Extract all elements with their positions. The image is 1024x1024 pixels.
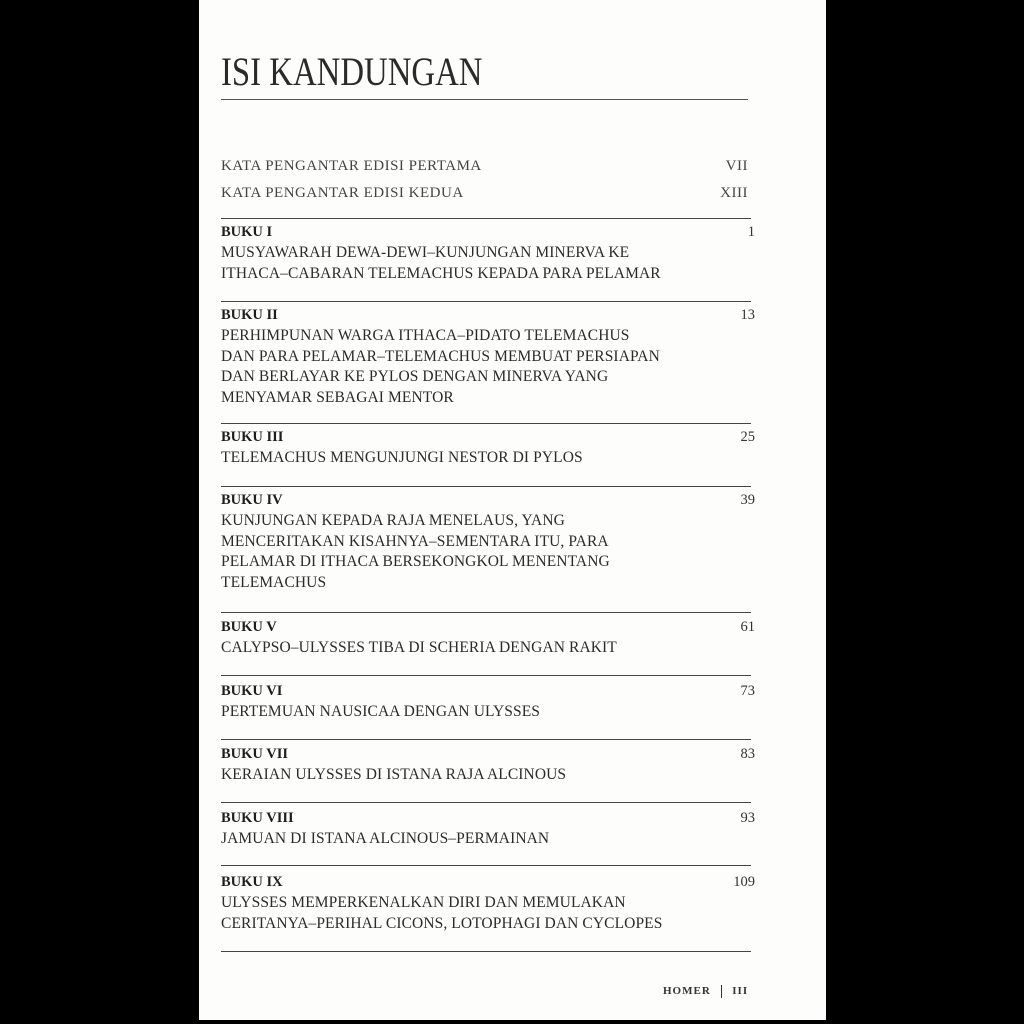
book-page-number: 83: [740, 746, 755, 762]
book-summary-line: JAMUAN DI ISTANA ALCINOUS–PERMAINAN: [221, 830, 550, 847]
book-page-number: 1: [747, 224, 755, 240]
book-page-number: 73: [740, 683, 755, 699]
preface-label: KATA PENGANTAR EDISI PERTAMA: [221, 158, 482, 174]
book-page-number: 39: [740, 492, 755, 508]
divider: [221, 865, 751, 866]
book-summary-line: TELEMACHUS MENGUNJUNGI NESTOR DI PYLOS: [221, 449, 583, 466]
book-summary-line: TELEMACHUS: [221, 573, 327, 591]
book-heading: BUKU VIII: [221, 810, 294, 826]
book-page-number: 13: [740, 307, 755, 323]
page-title: ISI KANDUNGAN: [221, 49, 483, 94]
book-summary-line: MENCERITAKAN KISAHNYA–SEMENTARA ITU, PARA: [221, 532, 609, 550]
book-summary-line: CALYPSO–ULYSSES TIBA DI SCHERIA DENGAN RAKIT: [221, 639, 617, 656]
divider: [221, 612, 751, 613]
divider: [221, 802, 751, 803]
preface-page: VII: [725, 158, 748, 174]
book-page: [199, 0, 826, 1020]
footer-author: HOMER: [663, 985, 711, 998]
book-heading: BUKU II: [221, 307, 278, 323]
preface-label: KATA PENGANTAR EDISI KEDUA: [221, 185, 464, 201]
book-summary-line: DAN BERLAYAR KE PYLOS DENGAN MINERVA YANG: [221, 368, 609, 385]
book-heading: BUKU I: [221, 224, 273, 240]
book-summary-line: MUSYAWARAH DEWA-DEWI–KUNJUNGAN MINERVA KE: [221, 244, 630, 261]
footer-separator: [721, 985, 723, 998]
book-summary-line: ITHACA–CABARAN TELEMACHUS KEPADA PARA PELAMAR: [221, 264, 661, 282]
book-summary-line: KUNJUNGAN KEPADA RAJA MENELAUS, YANG: [221, 512, 565, 529]
book-page-number: 61: [740, 619, 755, 635]
book-page-number: 109: [733, 874, 755, 890]
divider: [221, 218, 751, 219]
book-heading: BUKU V: [221, 619, 277, 635]
book-summary-line: PERTEMUAN NAUSICAA DENGAN ULYSSES: [221, 703, 541, 720]
book-page-number: 93: [740, 810, 755, 826]
book-summary-line: PERHIMPUNAN WARGA ITHACA–PIDATO TELEMACHUS: [221, 327, 630, 344]
preface-page: XIII: [720, 185, 748, 201]
divider: [221, 675, 751, 676]
book-heading: BUKU III: [221, 429, 284, 445]
page-footer: [663, 985, 748, 998]
book-heading: BUKU VII: [221, 746, 289, 762]
divider: [221, 486, 751, 487]
book-summary-line: KERAIAN ULYSSES DI ISTANA RAJA ALCINOUS: [221, 766, 567, 783]
book-heading: BUKU VI: [221, 683, 283, 699]
divider: [221, 739, 751, 740]
title-rule: [221, 99, 748, 100]
book-summary-line: ULYSSES MEMPERKENALKAN DIRI DAN MEMULAKAN: [221, 894, 626, 911]
footer-page-number: III: [732, 985, 749, 998]
book-summary-line: DAN PARA PELAMAR–TELEMACHUS MEMBUAT PERSIAPAN: [221, 347, 660, 365]
book-summary-line: PELAMAR DI ITHACA BERSEKONGKOL MENENTANG: [221, 553, 610, 570]
divider: [221, 301, 751, 302]
book-summary-line: MENYAMAR SEBAGAI MENTOR: [221, 388, 454, 406]
book-heading: BUKU IX: [221, 874, 283, 890]
book-page-number: 25: [740, 429, 755, 445]
divider: [221, 423, 751, 424]
divider: [221, 951, 751, 952]
book-summary-line: CERITANYA–PERIHAL CICONS, LOTOPHAGI DAN CYCLOPES: [221, 914, 663, 932]
book-heading: BUKU IV: [221, 492, 283, 508]
